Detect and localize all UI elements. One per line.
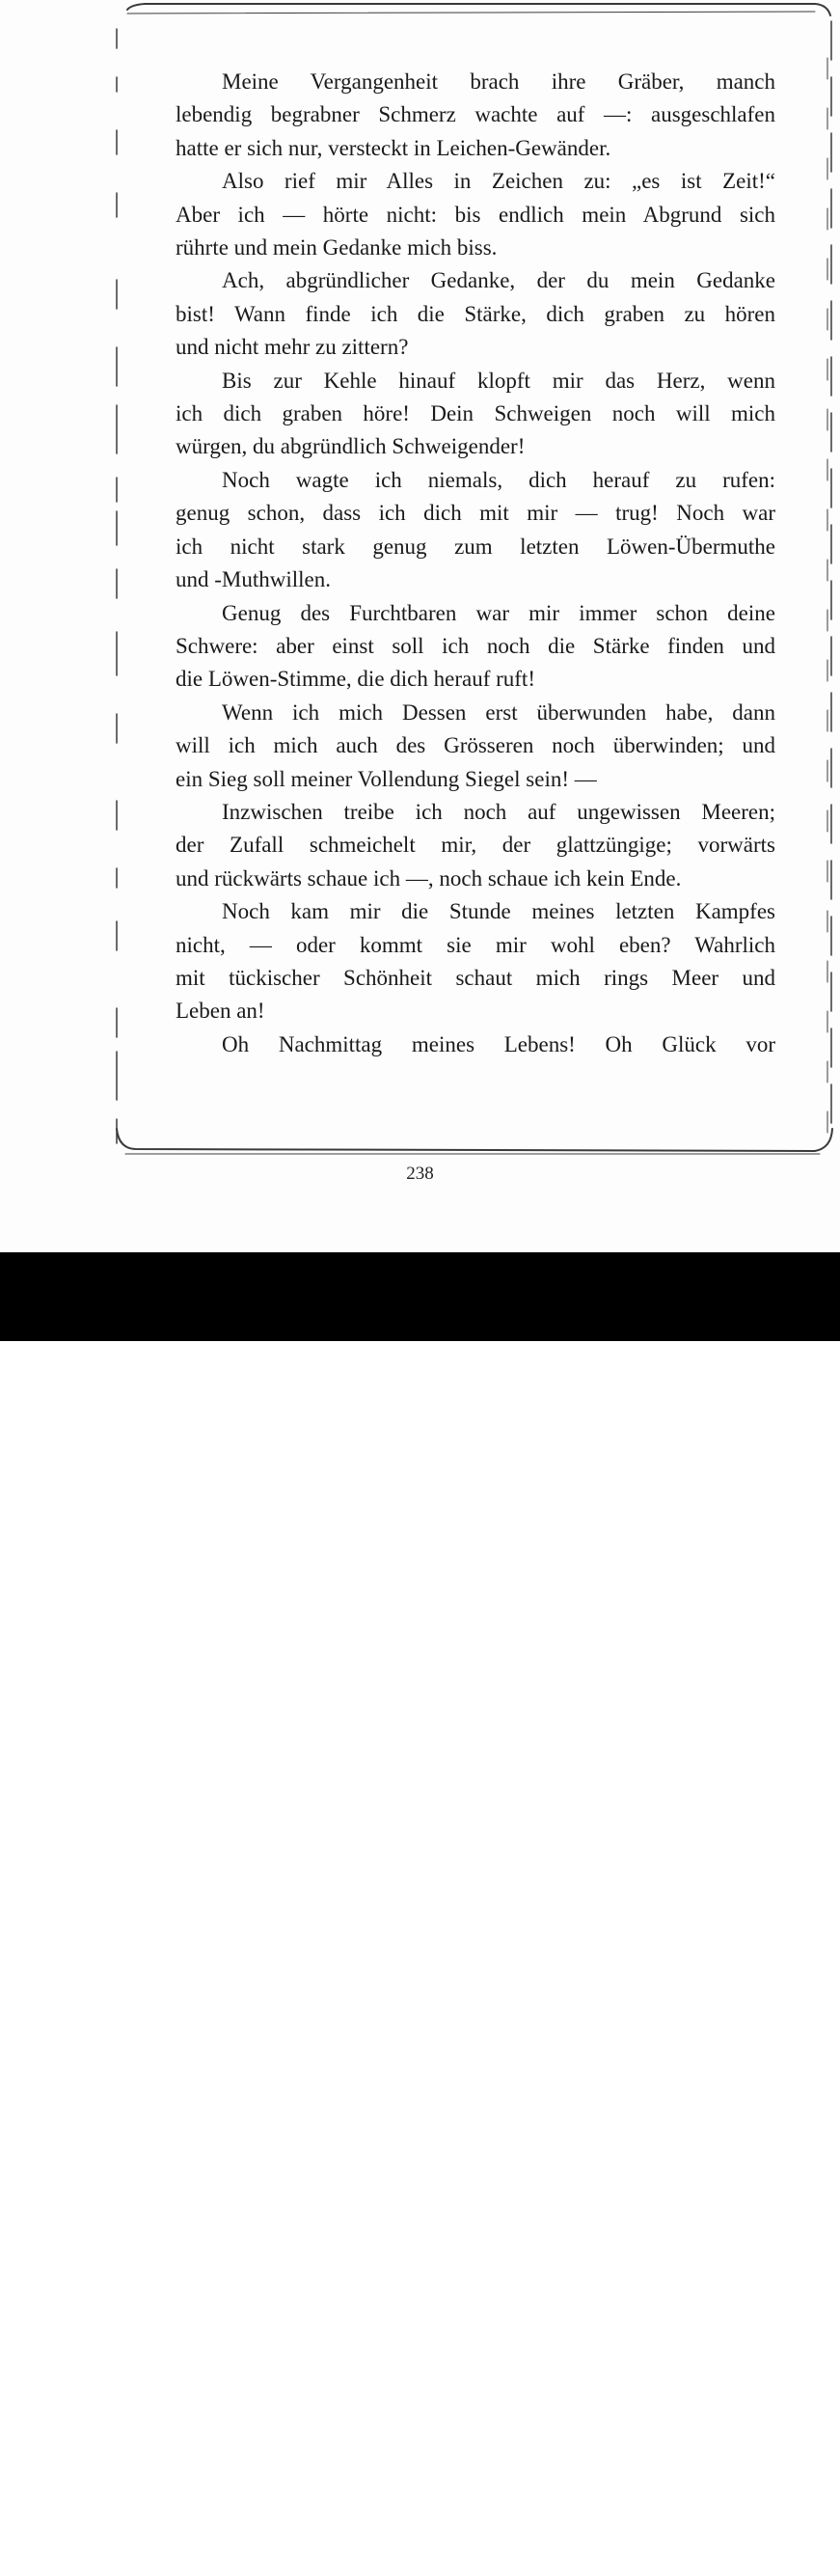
watermark-brand: alamy — [0, 2525, 122, 2575]
text-line: Genug des Furchtbaren war mir immer schon deine — [222, 600, 775, 625]
paragraph — [176, 1028, 775, 1061]
paragraph — [176, 264, 775, 364]
text-line: Inzwischen treibe ich noch auf ungewissen Meeren; — [222, 799, 775, 824]
paragraph — [176, 66, 775, 165]
text-line: mit tückischer Schönheit schaut mich rings Meer und — [176, 965, 775, 990]
paragraph — [176, 597, 775, 697]
text-line: Noch wagte ich niemals, dich herauf zu rufen: — [222, 467, 775, 492]
text-line: Aber ich — hörte nicht: bis endlich mein Abgrund sich — [176, 202, 775, 227]
text-line: der Zufall schmeichelt mir, der glattzüngige; vorwärts — [176, 833, 775, 858]
text-line: und nicht mehr zu zittern? — [176, 335, 409, 360]
text-line: lebendig begrabner Schmerz wachte auf —: ausgeschlafen — [176, 102, 775, 127]
book-page — [0, 0, 840, 1252]
text-line: und -Muthwillen. — [176, 567, 331, 592]
page-number: 238 — [406, 1164, 434, 1184]
paragraph — [176, 697, 775, 796]
text-line: ich nicht stark genug zum letzten Löwen-Übermuthe — [176, 534, 775, 559]
text-line: rührte und mein Gedanke mich biss. — [176, 235, 498, 260]
paragraph — [176, 165, 775, 264]
watermark-url: www.alamy.com — [701, 2555, 819, 2573]
watermark-bar — [0, 1252, 840, 2575]
text-line: und rückwärts schaue ich —, noch schaue ich kein Ende. — [176, 865, 682, 891]
text-line: bist! Wann finde ich die Stärke, dich graben zu hören — [176, 301, 775, 326]
text-line: würgen, du abgründlich Schweigender! — [176, 434, 526, 459]
text-line: Bis zur Kehle hinauf klopft mir das Herz, wenn — [222, 368, 775, 393]
text-line: will ich mich auch des Grösseren noch überwinden; und — [176, 733, 775, 758]
text-line: Oh Nachmittag meines Lebens! Oh Glück vor — [222, 1031, 775, 1056]
paragraph — [176, 895, 775, 1028]
text-line: ich dich graben höre! Dein Schweigen noch will mich — [176, 401, 775, 426]
text-line: nicht, — oder kommt sie mir wohl eben? Wahrlich — [176, 932, 775, 957]
page-text — [176, 66, 775, 1061]
text-line: hatte er sich nur, versteckt in Leichen-Gewänder. — [176, 135, 611, 160]
paragraph — [176, 796, 775, 895]
text-line: Schwere: aber einst soll ich noch die Stärke finden und — [176, 633, 775, 658]
watermark-image-id: 2EAD6PN — [744, 2528, 819, 2546]
text-line: Leben an! — [176, 999, 265, 1024]
text-line: Ach, abgründlicher Gedanke, der du mein Gedanke — [222, 268, 775, 293]
paragraph — [176, 464, 775, 597]
text-line: genug schon, dass ich dich mit mir — trug! Noch war — [176, 501, 775, 526]
text-line: Wenn ich mich Dessen erst überwunden habe, dann — [222, 699, 775, 725]
paragraph — [176, 365, 775, 464]
text-line: die Löwen-Stimme, die dich herauf ruft! — [176, 667, 535, 692]
text-line: ein Sieg soll meiner Vollendung Siegel sein! — — [176, 766, 597, 791]
text-line: Meine Vergangenheit brach ihre Gräber, manch — [222, 69, 775, 94]
text-line: Also rief mir Alles in Zeichen zu: „es ist Zeit!“ — [222, 169, 775, 194]
text-line: Noch kam mir die Stunde meines letzten Kampfes — [222, 899, 775, 924]
